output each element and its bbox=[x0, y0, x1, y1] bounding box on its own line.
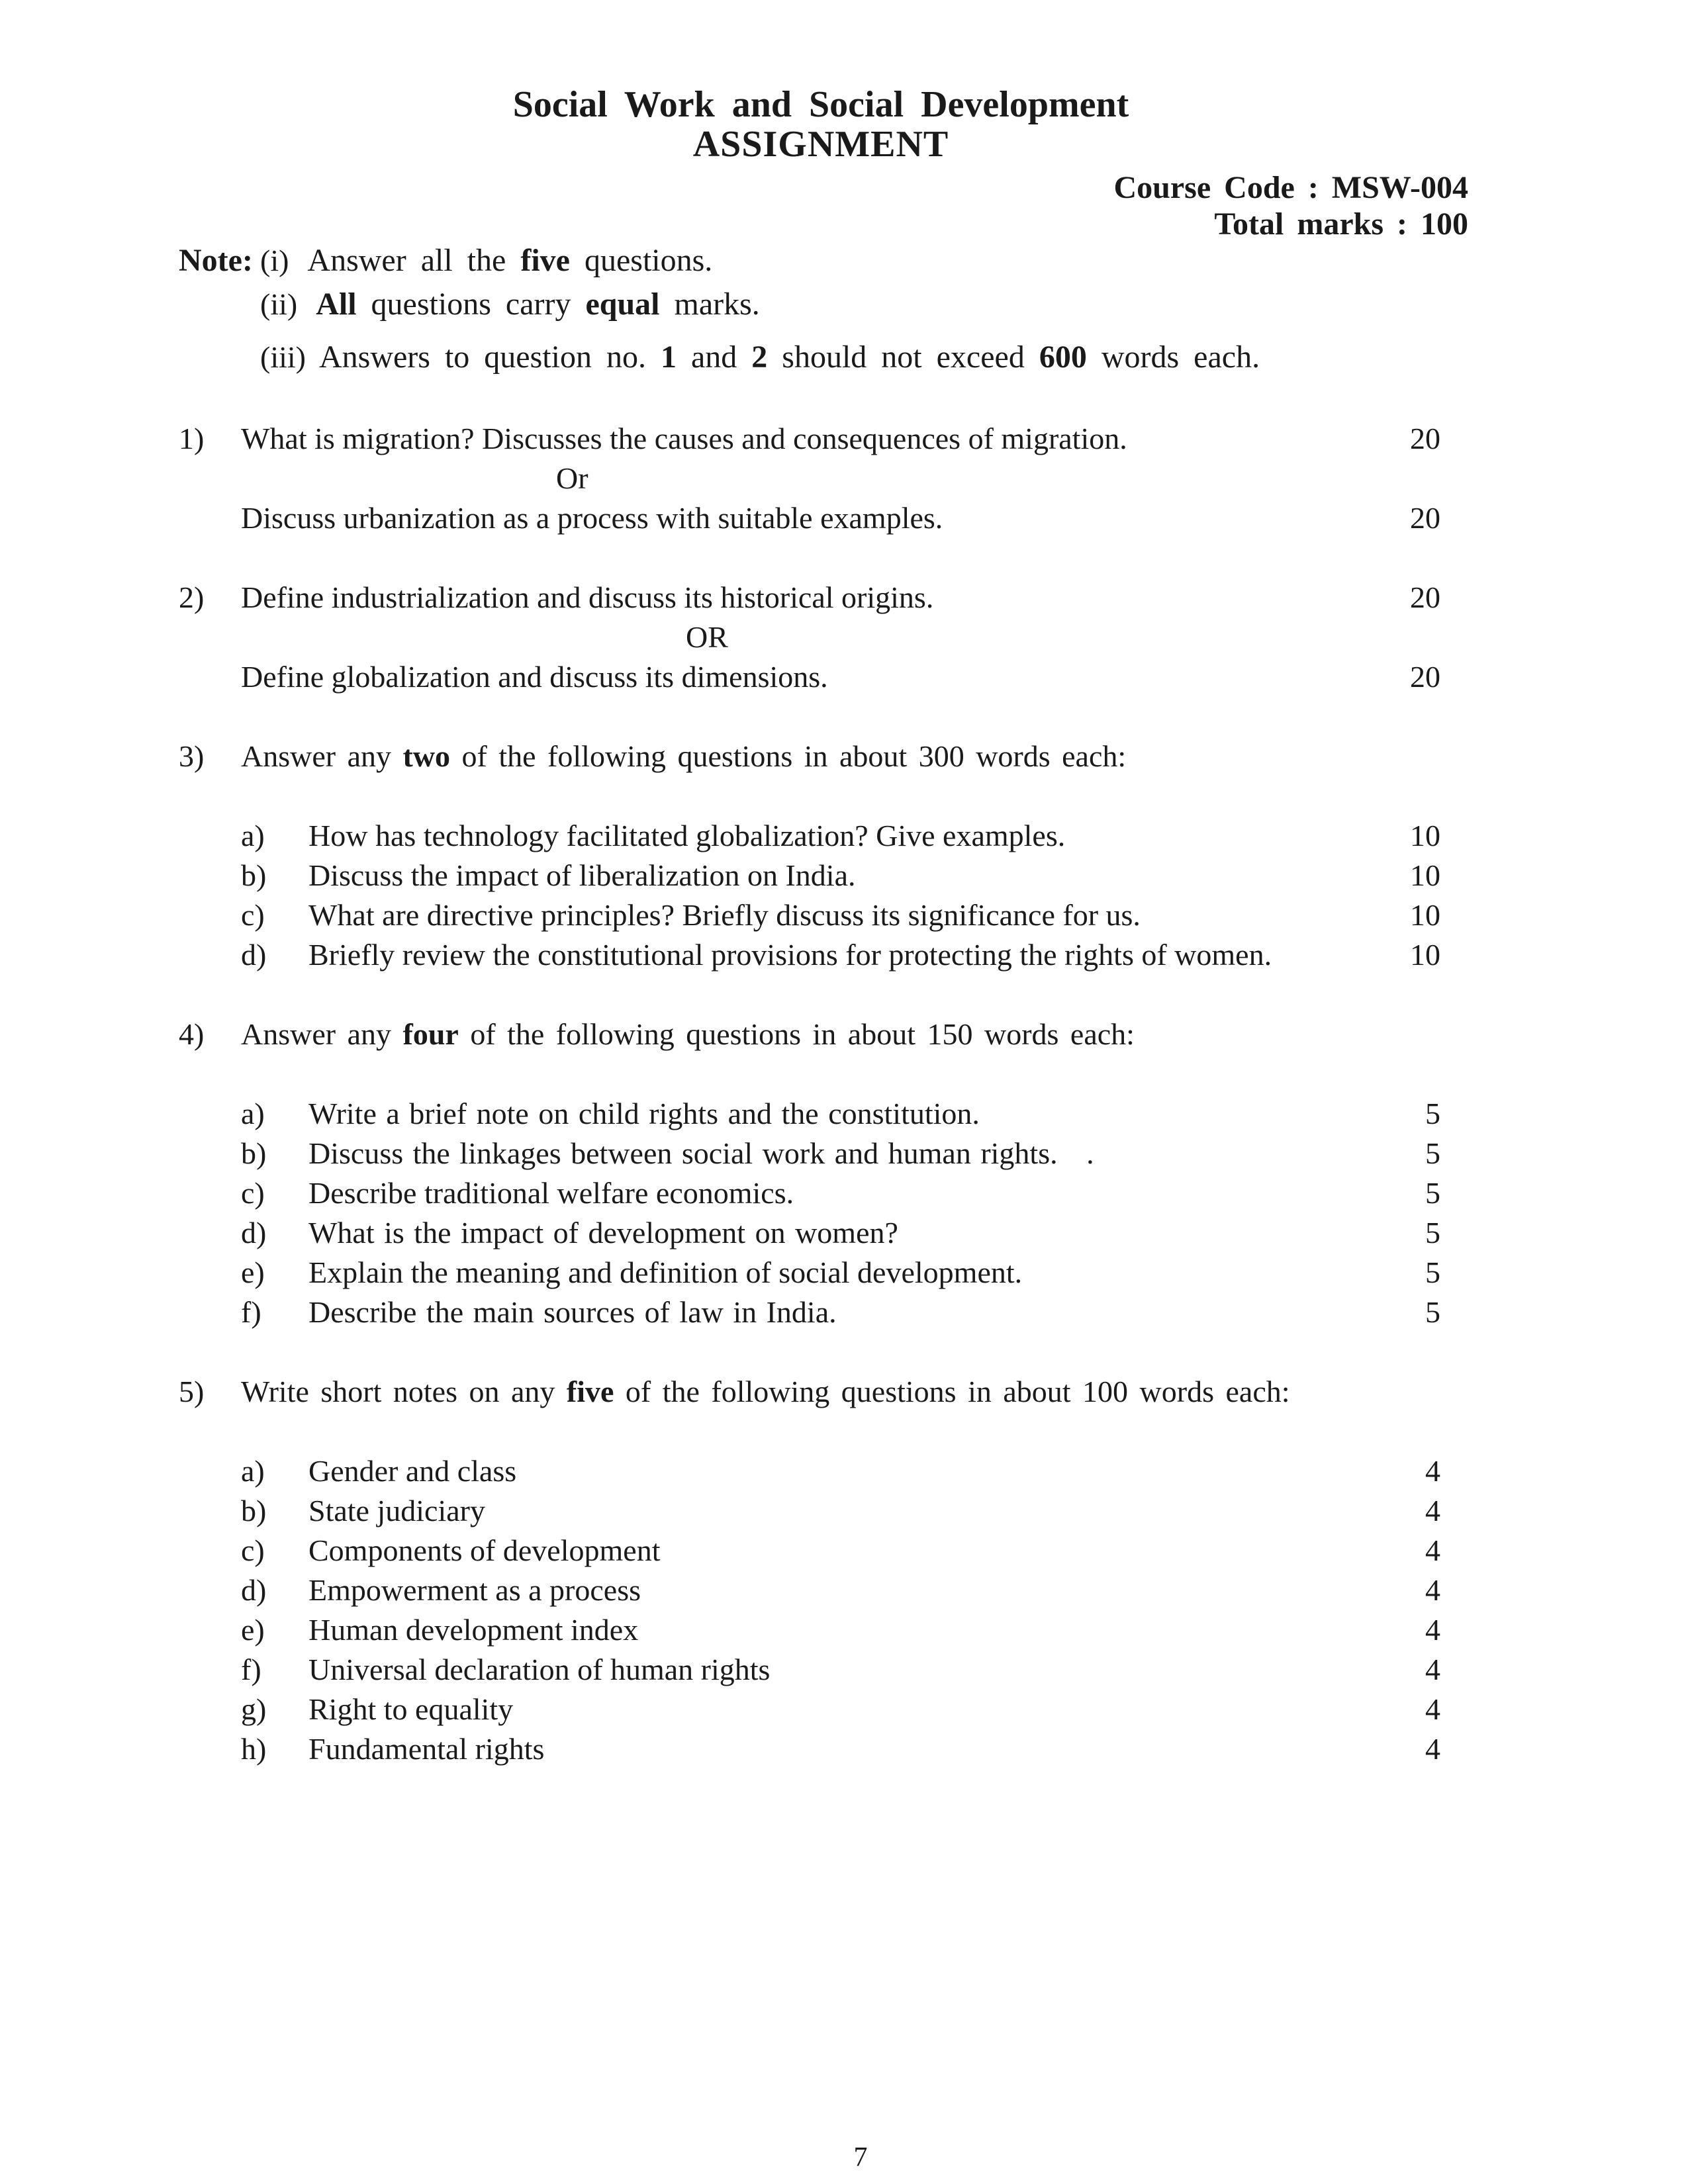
sub-question-text: Fundamental rights bbox=[308, 1732, 545, 1766]
sub-question-marks: 4 bbox=[1425, 1573, 1440, 1607]
sub-question-text: Empowerment as a process bbox=[308, 1573, 641, 1607]
total-marks: Total marks : 100 bbox=[1214, 206, 1468, 242]
sub-question-letter: f) bbox=[241, 1295, 261, 1329]
question-text: Discuss urbanization as a process with suitable examples. bbox=[241, 501, 943, 535]
sub-question-text: Describe the main sources of law in India. bbox=[308, 1295, 837, 1329]
sub-question-text: What is the impact of development on women? bbox=[308, 1216, 898, 1250]
sub-question-letter: c) bbox=[241, 1176, 265, 1210]
sub-question-marks: 5 bbox=[1425, 1216, 1440, 1250]
sub-question-letter: a) bbox=[241, 1097, 265, 1130]
sub-question-marks: 10 bbox=[1410, 938, 1440, 972]
note-item bbox=[260, 339, 1260, 375]
sub-question-text: Gender and class bbox=[308, 1454, 517, 1488]
note-item-number: (ii) bbox=[260, 287, 298, 321]
question-text: Answer any four of the following questions in about 150 words each: bbox=[241, 1017, 1135, 1051]
sub-question-letter: c) bbox=[241, 1533, 265, 1567]
sub-question-marks: 4 bbox=[1425, 1494, 1440, 1527]
sub-question-text: What are directive principles? Briefly discuss its significance for us. bbox=[308, 898, 1141, 932]
sub-question-letter: a) bbox=[241, 1454, 265, 1488]
sub-question-letter: b) bbox=[241, 1136, 267, 1170]
question-number: 3) bbox=[179, 739, 205, 773]
question-number: 5) bbox=[179, 1375, 205, 1408]
sub-question-text: Right to equality bbox=[308, 1692, 514, 1726]
note-label: Note: bbox=[179, 243, 253, 278]
sub-question-marks: 4 bbox=[1425, 1732, 1440, 1766]
sub-question-text: State judiciary bbox=[308, 1494, 485, 1527]
sub-question-marks: 5 bbox=[1425, 1255, 1440, 1289]
question-number: 1) bbox=[179, 422, 205, 455]
question-marks: 20 bbox=[1410, 422, 1440, 455]
sub-question-text: Human development index bbox=[308, 1613, 639, 1647]
note-item-text: Answers to question no. 1 and 2 should not exceed 600 words each. bbox=[318, 340, 1260, 375]
note-item bbox=[260, 242, 712, 279]
question-number: 4) bbox=[179, 1017, 205, 1051]
sub-question-letter: e) bbox=[241, 1255, 265, 1289]
question-number: 2) bbox=[179, 580, 205, 614]
sub-question-text: Explain the meaning and definition of social development. bbox=[308, 1255, 1023, 1289]
question-text: What is migration? Discusses the causes and consequences of migration. bbox=[241, 422, 1127, 455]
sub-question-letter: b) bbox=[241, 1494, 267, 1527]
sub-question-marks: 4 bbox=[1425, 1692, 1440, 1726]
sub-question-marks: 5 bbox=[1425, 1295, 1440, 1329]
sub-question-marks: 4 bbox=[1425, 1653, 1440, 1686]
sub-question-letter: h) bbox=[241, 1732, 267, 1766]
sub-question-text: Briefly review the constitutional provisions for protecting the rights of women. bbox=[308, 938, 1272, 972]
sub-question-letter: d) bbox=[241, 1573, 267, 1607]
question-text: Define globalization and discuss its dimensions. bbox=[241, 660, 828, 694]
sub-question-letter: f) bbox=[241, 1653, 261, 1686]
sub-question-letter: a) bbox=[241, 819, 265, 852]
question-text: Answer any two of the following questions in about 300 words each: bbox=[241, 739, 1127, 773]
question-text: Define industrialization and discuss its historical origins. bbox=[241, 580, 934, 614]
note-item-text: Answer all the five questions. bbox=[307, 243, 713, 278]
sub-question-marks: 10 bbox=[1410, 898, 1440, 932]
sub-question-letter: c) bbox=[241, 898, 265, 932]
sub-question-text: Components of development bbox=[308, 1533, 661, 1567]
sub-question-text: Discuss the linkages between social work and human rights. . bbox=[308, 1136, 1094, 1170]
sub-question-text: Discuss the impact of liberalization on India. bbox=[308, 858, 856, 892]
sub-question-text: Universal declaration of human rights bbox=[308, 1653, 771, 1686]
sub-question-text: How has technology facilitated globalization? Give examples. bbox=[308, 819, 1066, 852]
sub-question-letter: d) bbox=[241, 938, 267, 972]
note-item bbox=[260, 286, 760, 322]
sub-question-marks: 4 bbox=[1425, 1454, 1440, 1488]
sub-question-marks: 5 bbox=[1425, 1097, 1440, 1130]
document-title: Social Work and Social Development bbox=[512, 84, 1129, 125]
sub-question-marks: 10 bbox=[1410, 819, 1440, 852]
question-marks: 20 bbox=[1410, 501, 1440, 535]
sub-question-letter: d) bbox=[241, 1216, 267, 1250]
sub-question-marks: 10 bbox=[1410, 858, 1440, 892]
sub-question-marks: 4 bbox=[1425, 1613, 1440, 1647]
note-item-text: All questions carry equal marks. bbox=[316, 287, 760, 322]
note-item-number: (i) bbox=[260, 244, 289, 277]
sub-question-marks: 5 bbox=[1425, 1176, 1440, 1210]
note-item-number: (iii) bbox=[260, 340, 306, 374]
document-subtitle: ASSIGNMENT bbox=[692, 124, 949, 165]
page-number: 7 bbox=[853, 2142, 868, 2173]
question-marks: 20 bbox=[1410, 580, 1440, 614]
sub-question-text: Describe traditional welfare economics. bbox=[308, 1176, 794, 1210]
question-text: Write short notes on any five of the following questions in about 100 words each: bbox=[241, 1375, 1290, 1408]
or-separator: OR bbox=[686, 620, 728, 654]
course-code: Course Code : MSW-004 bbox=[1113, 170, 1468, 205]
or-separator: Or bbox=[556, 461, 588, 495]
sub-question-letter: e) bbox=[241, 1613, 265, 1647]
sub-question-letter: b) bbox=[241, 858, 267, 892]
sub-question-marks: 4 bbox=[1425, 1533, 1440, 1567]
sub-question-letter: g) bbox=[241, 1692, 267, 1726]
question-marks: 20 bbox=[1410, 660, 1440, 694]
sub-question-text: Write a brief note on child rights and the constitution. bbox=[308, 1097, 980, 1130]
sub-question-marks: 5 bbox=[1425, 1136, 1440, 1170]
